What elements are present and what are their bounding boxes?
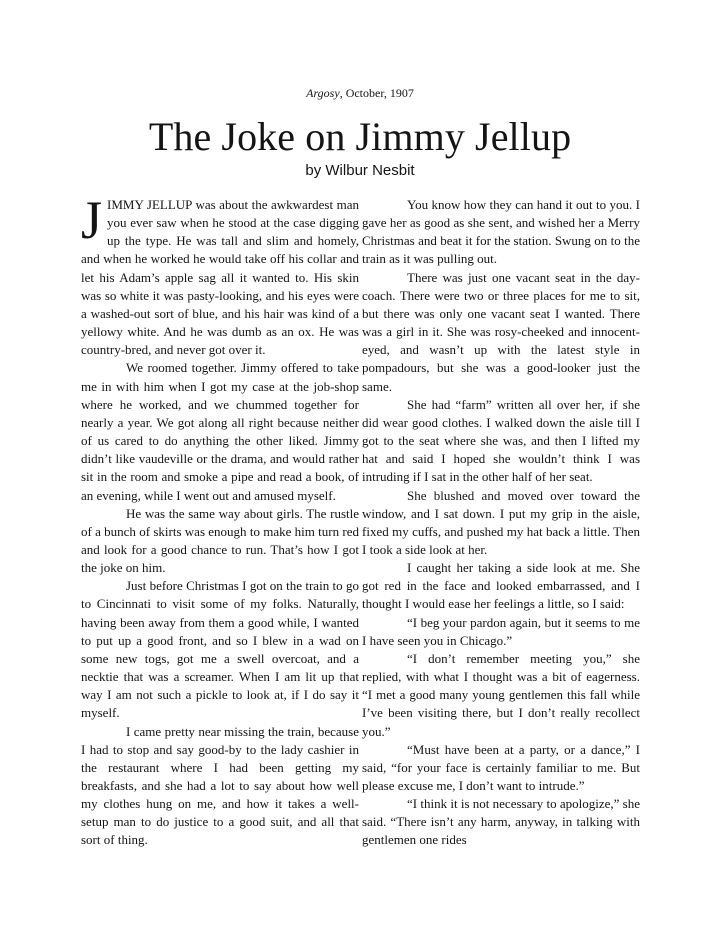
paragraph: She blushed and moved over toward the window, and I sat down. I put my grip in the aisle, fixed my cuffs, and pushed my hat back a little. Then I took a side look at her.	[362, 487, 640, 557]
publication-name: Argosy	[306, 86, 340, 100]
paragraph: There was just one vacant seat in the day-coach. There were two or three places for me to sit, but there was only one vacant seat I wanted. There was a girl in it. She was rosy-cheeked and innocent-eyed, and wasn’t up with the latest style in pompadours, but she was a good-looker just the same.	[362, 269, 640, 394]
paragraph: I came pretty near missing the train, because I had to stop and say good-by to the lady cashier in the restaurant where I had been getting my breakfasts, and she had a lot to say about how well my clothes hung on me, and how it takes a well-setup man to do justice to a good suit, and all that sort of thing.	[81, 723, 359, 848]
paragraph: She had “farm” written all over her, if she did wear good clothes. I walked down the aisle till I got to the seat where she was, and then I lifted my hat and said I hoped she wouldn’t think I was intruding if I sat in the other half of her seat.	[362, 396, 640, 485]
paragraph: You know how they can hand it out to you. I gave her as good as she sent, and wished her a Merry Christmas and beat it for the station. Swung on to the train as it was pulling out.	[362, 197, 640, 267]
paragraph: We roomed together. Jimmy offered to take me in with him when I got my case at the job-shop where he worked, and we chummed together for nearly a year. We got along all right because neither of us cared to do anything the other liked. Jimmy didn’t like vaudeville or the drama, and would rather sit in the room and smoke a pipe and read a book, of an evening, while I went out and amused myself.	[81, 360, 359, 503]
paragraph: “I don’t remember meeting you,” she replied, with what I thought was a bit of eagerness. “I met a good many young gentlemen this fall while I’ve been visiting there, but I don’t really recollect you.”	[362, 650, 640, 739]
left-column	[81, 190, 359, 850]
paragraph: Just before Christmas I got on the train to go to Cincinnati to visit some of my folks. Naturally, having been away from them a good while, I wanted to put up a good front, and so I blew in a wad on some new togs, got me a swell overcoat, and a necktie that was a screamer. When I am lit up that way I am not such a pickle to look at, if I do say it myself.	[81, 578, 359, 721]
paragraph	[81, 190, 359, 359]
paragraph-text: IMMY JELLUP was about the awkwardest man you ever saw when he stood at the case digging up the type. He was tall and slim and homely, and when he worked he would take off his collar and let his Adam’s apple sag all it wanted to. His skin was so white it was pasty-looking, and his eyes were a washed-out sort of blue, and his hair was kind of a yellowy white. And he was dumb as an ox. He was country-bred, and never got over it.	[81, 197, 359, 358]
publication-date: , October, 1907	[339, 86, 414, 100]
paragraph: He was the same way about girls. The rustle of a bunch of skirts was enough to make him turn red and look for a good chance to run. That’s how I got the joke on him.	[81, 505, 359, 576]
paragraph: “Must have been at a party, or a dance,” I said, “for your face is certainly familiar to me. But please excuse me, I don’t want to intrude.”	[362, 741, 640, 793]
drop-cap: J	[81, 190, 103, 250]
paragraph: “I beg your pardon again, but it seems to me I have seen you in Chicago.”	[362, 614, 640, 648]
right-column	[362, 196, 640, 850]
paragraph: “I think it is not necessary to apologize,” she said. “There isn’t any harm, anyway, in talking with gentlemen one rides	[362, 796, 640, 848]
byline: by Wilbur Nesbit	[305, 162, 415, 179]
story-title: The Joke on Jimmy Jellup	[148, 114, 572, 159]
paragraph: I caught her taking a side look at me. She got red in the face and looked embarrassed, and I thought I would ease her feelings a little, so I said:	[362, 560, 640, 612]
publication-line	[0, 86, 720, 100]
